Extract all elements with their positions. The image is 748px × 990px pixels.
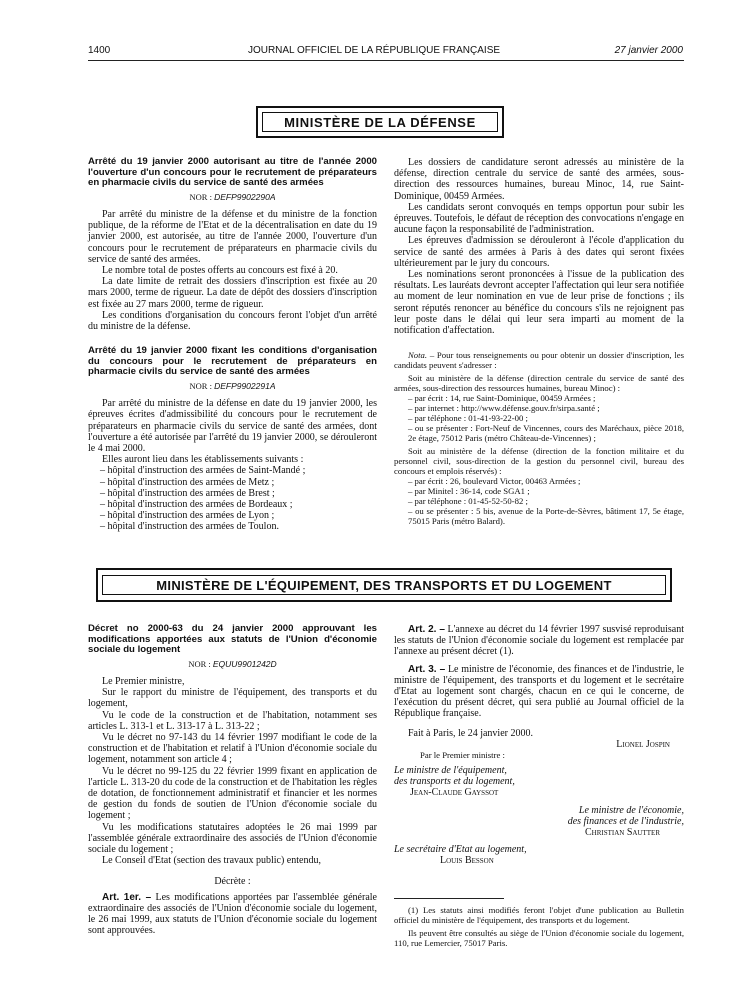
header-rule (88, 60, 684, 61)
decret-nor (88, 659, 377, 670)
article-text: Le ministre de l'économie, des finances et de l'industrie, le ministre de l'équipement, des transports et du logement et le secrétaire d'Etat au logement sont chargés, chacun en ce qui le concerne, de l'exécution du présent décret, qui sera publié au Journal officiel de la République française. (394, 663, 684, 720)
footnotes (394, 905, 684, 948)
decret-paragraph: Le Conseil d'Etat (section des travaux public) entendu, (102, 855, 321, 867)
signature-pm: Lionel Jospin (616, 738, 670, 750)
decret-paragraph: Sur le rapport du ministre de l'équipement, des transports et du logement, (88, 687, 377, 710)
nor-label: NOR : (188, 658, 211, 669)
min-equip-title: des transports et du logement, (394, 776, 515, 788)
list-item: – hôpital d'instruction des armées de Bordeaux ; (100, 499, 293, 511)
fait-a-paris: Fait à Paris, le 24 janvier 2000. (408, 727, 533, 739)
arrete2-paragraph: Les nominations seront prononcées à l'issue de la publication des résultats. Les lauréats devront accepter l'affectation qui leur sera notifiée au moment de leur nomination en vue de leur prise de fonctions ; ils seront réputés renoncer au bénéfice du concours s'ils ne rejoignent pas leur poste dans le délai qui leur sera imparti au moment de la notification d'affectation. (394, 269, 684, 337)
list-item: – par écrit : 26, boulevard Victor, 00463 Armées ; (408, 476, 581, 487)
ministry-equipement-title: MINISTÈRE DE L'ÉQUIPEMENT, DES TRANSPORTS ET DU LOGEMENT (102, 575, 666, 595)
decret-paragraph: Vu le décret no 99-125 du 22 février 1999 fixant en application de l'article L. 313-20 du code de la construction et de l'habitation les règles de dotation, de fonctionnement administratif et financier et les normes de gestion du fonds de soutien de l'Union d'économie sociale du logement ; (88, 765, 377, 822)
signature-min-eco: Christian Sautter (584, 827, 660, 839)
list-item: – par téléphone : 01-41-93-22-00 ; (408, 413, 528, 424)
arrete2-nor (88, 381, 377, 392)
nota-label: Nota. (408, 350, 428, 361)
nor-label: NOR : (189, 381, 212, 391)
arrete1-nor (88, 192, 377, 203)
list-item: – hôpital d'instruction des armées de Brest ; (100, 487, 275, 499)
nor-code: EQUU9901242D (212, 658, 277, 669)
decret-paragraph: Vu les modifications statutaires adoptées le 26 mai 1999 par l'assemblée générale extraordinaire des associés de l'Union d'économie sociale du logement ; (88, 821, 377, 856)
par-premier-ministre: Par le Premier ministre : (420, 750, 505, 761)
left-column-decret (88, 624, 377, 936)
hospital-list (88, 465, 377, 532)
article-label: Art. 3. – (408, 663, 446, 675)
list-item: – par internet : http://www.défense.gouv.fr/sirpa.santé ; (408, 403, 600, 414)
list-item: – hôpital d'instruction des armées de Lyon ; (100, 510, 275, 522)
arrete2-paragraph: Les épreuves d'admission se dérouleront à l'école d'application du service de santé des armées à Paris à des dates qui seront fixées ultérieurement par le jury du concours. (394, 235, 684, 269)
list-item: – hôpital d'instruction des armées de Saint-Mandé ; (100, 465, 306, 477)
ministry-defense-title: MINISTÈRE DE LA DÉFENSE (262, 112, 498, 132)
left-column-defense (88, 157, 377, 533)
article-3 (394, 664, 684, 720)
signature-min-equip: Jean-Claude Gayssot (410, 787, 499, 799)
decret-paragraph: Le Premier ministre, (102, 675, 185, 687)
decret-title: Décret no 2000-63 du 24 janvier 2000 approuvant les modifications apportées aux statuts de l'Union d'économie sociale du logement (88, 623, 377, 656)
nota-option-b: Soit au ministère de la défense (direction de la fonction militaire et du personnel civil, sous-direction de la gestion du personnel civil, bureau des concours et emplois réservés) : (394, 446, 684, 477)
min-eco-title: Le ministre de l'économie, (578, 804, 684, 816)
sec-title: Le secrétaire d'Etat au logement, (394, 844, 527, 856)
decrete-heading: Décrète : (214, 876, 251, 888)
signature-sec: Louis Besson (440, 855, 494, 867)
arrete2-paragraph: Par arrêté du ministre de la défense en date du 19 janvier 2000, les épreuves écrites d'admissibilité du concours pour le recrutement de préparateurs en pharmacie civils du service de santé des armées, dont l'ouverture a été autorisée par l'arrêté du 19 janvier 2000, se dérouleront le 4 mai 2000. (88, 398, 377, 455)
nota-text: – Pour tous renseignements ou pour obtenir un dossier d'inscription, les candidats peuvent s'adresser : (394, 350, 684, 371)
decret-paragraph: Vu le décret no 97-143 du 14 février 1997 modifiant le code de la construction et de l'habitation et relatif à l'Union d'économie sociale du logement, notamment son article 4 ; (88, 732, 377, 766)
arrete2-paragraph: Elles auront lieu dans les établissements suivants : (102, 454, 304, 466)
list-item: – ou se présenter : Fort-Neuf de Vincennes, cours des Maréchaux, pièce 2018, 2e étage, 75012 Paris (métro Château-de-Vincennes) ; (408, 423, 684, 444)
article-label: Art. 2. – (408, 624, 445, 635)
arrete1-paragraph: La date limite de retrait des dossiers d'inscription est fixée au 20 mars 2000, terme de rigueur. La date de dépôt des dossiers d'inscription est fixée au 27 mars 2000, terme de rigueur. (88, 276, 377, 310)
arrete1-paragraph: Par arrêté du ministre de la défense et du ministre de la fonction publique, de la réforme de l'Etat et de la décentralisation en date du 19 janvier 2000, est autorisée, au titre de l'année 2000, l'ouverture d'un concours pour le recrutement de préparateurs en pharmacie civils du service de santé des armées. (88, 208, 377, 265)
ministry-defense-banner (256, 106, 504, 138)
list-item: – ou se présenter : 5 bis, avenue de la Porte-de-Sèvres, bâtiment 17, 5e étage, 75015 Paris (métro Balard). (408, 506, 684, 527)
page-number: 1400 (88, 45, 111, 56)
nor-code: DEFP9902290A (214, 191, 276, 202)
article-label: Art. 1er. – (102, 891, 152, 903)
list-item: – par écrit : 14, rue Saint-Dominique, 00459 Armées ; (408, 393, 596, 404)
arrete1-paragraph: Les conditions d'organisation du concours feront l'objet d'un arrêté du ministre de la défense. (88, 309, 377, 333)
arrete1-paragraph: Le nombre total de postes offerts au concours est fixé à 20. (102, 265, 338, 276)
journal-title: JOURNAL OFFICIEL DE LA RÉPUBLIQUE FRANÇAISE (247, 45, 501, 56)
list-item: – par Minitel : 36-14, code SGA1 ; (408, 486, 530, 497)
footnote: Ils peuvent être consultés au siège de l'Union d'économie sociale du logement, 110, rue Lemercier, 75017 Paris. (394, 928, 684, 948)
right-column-defense (394, 157, 684, 526)
nota-option-a: Soit au ministère de la défense (direction centrale du service de santé des armées, sous-direction des ressources humaines, bureau Minoc) : (394, 373, 684, 394)
ministry-equipement-banner (96, 568, 672, 602)
arrete2-title: Arrêté du 19 janvier 2000 fixant les conditions d'organisation du concours pour le recrutement de préparateurs en pharmacie civils du service de santé des armées (88, 345, 377, 378)
min-equip-title: Le ministre de l'équipement, (394, 765, 507, 777)
right-column-decret (394, 624, 684, 867)
nor-label: NOR : (189, 191, 212, 202)
footnote-rule (394, 898, 504, 899)
nota-paragraph (394, 350, 684, 370)
article-1 (88, 892, 377, 937)
decret-paragraph: Vu le code de la construction et de l'habitation, notamment ses articles L. 313-1 et L. 313-17 à L. 313-22 ; (88, 709, 377, 732)
footnote: (1) Les statuts ainsi modifiés feront l'objet d'une publication au Bulletin officiel du ministère de l'équipement, des transports et du logement. (394, 905, 684, 925)
arrete2-paragraph: Les dossiers de candidature seront adressés au ministère de la défense, direction centrale du service de santé des armées, sous-direction des ressources humaines, bureau Minoc, 14, rue Saint-Dominique, 00459 Armées. (394, 157, 684, 202)
list-item: – hôpital d'instruction des armées de Metz ; (100, 476, 275, 488)
nor-code: DEFP9902291A (214, 381, 276, 391)
arrete1-title: Arrêté du 19 janvier 2000 autorisant au titre de l'année 2000 l'ouverture d'un concours pour le recrutement de préparateurs en pharmacie civils du service de santé des armées (88, 156, 377, 189)
arrete2-paragraph: Les candidats seront convoqués en temps opportun pour subir les épreuves. Toutefois, le défaut de réception des convocations n'engage en aucune façon la responsabilité de l'administration. (394, 201, 684, 236)
article-2 (394, 624, 684, 658)
page-date: 27 janvier 2000 (614, 45, 683, 56)
list-item: – hôpital d'instruction des armées de Toulon. (100, 521, 279, 533)
article-text: Les modifications apportées par l'assemblée générale extraordinaire des associés de l'Union d'économie sociale du logement, le 26 mai 1999, aux statuts de l'Union d'économie sociale du logement sont approuvées. (88, 891, 377, 937)
article-text: L'annexe au décret du 14 février 1997 susvisé reproduisant les statuts de l'Union d'économie sociale du logement est remplacée par l'annexe au présent décret (1). (394, 624, 684, 658)
min-eco-title: des finances et de l'industrie, (567, 815, 684, 827)
nota-block (394, 350, 684, 526)
list-item: – par téléphone : 01-45-52-50-82 ; (408, 496, 528, 507)
